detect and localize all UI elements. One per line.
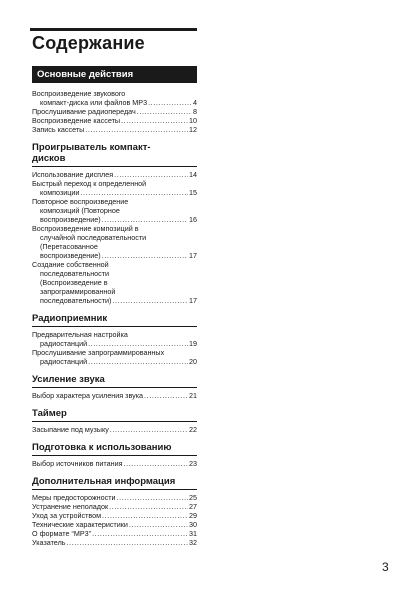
- section-title-line: Проигрыватель компакт-: [32, 142, 151, 153]
- entry-text: Выбор источников питания: [32, 459, 123, 468]
- dot-leader: [102, 511, 188, 520]
- entry-text: (Воспроизведение в: [40, 278, 108, 287]
- table-of-contents: [32, 66, 197, 555]
- section-title: Подготовка к использованию: [32, 442, 197, 456]
- entry-text: Меры предосторожности: [32, 493, 116, 502]
- toc-entry[interactable]: [32, 125, 197, 134]
- section-title: Усиление звука: [32, 374, 197, 388]
- entry-text: Уход за устройством: [32, 511, 102, 520]
- dot-leader: [144, 391, 188, 400]
- entry-text: случайной последовательности: [40, 233, 147, 242]
- toc-entry[interactable]: [32, 260, 197, 305]
- dot-leader: [148, 98, 192, 107]
- entry-text: Воспроизведение композиций в: [32, 224, 139, 233]
- toc-entry[interactable]: [32, 425, 197, 434]
- entry-text: Предварительная настройка: [32, 330, 128, 339]
- entry-text: Воспроизведение звукового: [32, 89, 126, 98]
- dot-leader: [110, 425, 188, 434]
- entry-text: О формате “MP3”: [32, 529, 92, 538]
- toc-entry[interactable]: [32, 511, 197, 520]
- toc-entry[interactable]: [32, 493, 197, 502]
- dot-leader: [102, 215, 188, 224]
- entry-text: воспроизведение): [40, 251, 101, 260]
- entry-text: Прослушивание запрограммированных: [32, 348, 165, 357]
- entry-text: воспроизведение): [40, 215, 101, 224]
- toc-entry[interactable]: [32, 538, 197, 547]
- section-title: Радиоприемник: [32, 313, 197, 327]
- toc-section: [32, 66, 197, 134]
- entry-text: компакт-диска или файлов MP3: [40, 98, 148, 107]
- dot-leader: [109, 502, 188, 511]
- entry-page-number: 10: [189, 116, 197, 125]
- dot-leader: [114, 170, 188, 179]
- entry-page-number: 21: [189, 391, 197, 400]
- toc-section: [32, 374, 197, 400]
- toc-section: [32, 142, 197, 305]
- toc-entry[interactable]: [32, 348, 197, 366]
- entry-text: последовательности): [40, 296, 112, 305]
- dot-leader: [67, 538, 188, 547]
- toc-entry[interactable]: [32, 179, 197, 197]
- entry-page-number: 14: [189, 170, 197, 179]
- entry-text: Указатель: [32, 538, 66, 547]
- toc-entry[interactable]: [32, 459, 197, 468]
- dot-leader: [92, 529, 188, 538]
- entry-text: Повторное воспроизведение: [32, 197, 129, 206]
- entry-page-number: 23: [189, 459, 197, 468]
- entry-text: Создание собственной: [32, 260, 109, 269]
- toc-entry[interactable]: [32, 330, 197, 348]
- entry-text: Засыпание под музыку: [32, 425, 109, 434]
- toc-entry[interactable]: [32, 520, 197, 529]
- entry-page-number: 17: [189, 251, 197, 260]
- toc-entry[interactable]: [32, 89, 197, 107]
- toc-entry[interactable]: [32, 502, 197, 511]
- entry-text: радиостанций: [40, 339, 88, 348]
- dot-leader: [88, 339, 188, 348]
- toc-section: [32, 408, 197, 434]
- toc-section: [32, 442, 197, 468]
- entry-text: Прослушивание радиопередач: [32, 107, 136, 116]
- entry-page-number: 22: [189, 425, 197, 434]
- entry-page-number: 29: [189, 511, 197, 520]
- entry-text: композиции: [40, 188, 80, 197]
- entry-page-number: 25: [189, 493, 197, 502]
- entry-page-number: 12: [189, 125, 197, 134]
- entry-text: композиций (Повторное: [40, 206, 120, 215]
- dot-leader: [85, 125, 188, 134]
- dot-leader: [117, 493, 188, 502]
- toc-entry[interactable]: [32, 197, 197, 224]
- entry-page-number: 20: [189, 357, 197, 366]
- entry-text: Воспроизведение кассеты: [32, 116, 121, 125]
- page-title: Содержание: [32, 33, 145, 53]
- entry-text: Запись кассеты: [32, 125, 85, 134]
- entry-page-number: 15: [189, 188, 197, 197]
- title-rule: [30, 28, 197, 31]
- toc-entry[interactable]: [32, 170, 197, 179]
- section-title: Дополнительная информация: [32, 476, 197, 490]
- entry-page-number: 4: [193, 98, 197, 107]
- dot-leader: [112, 296, 188, 305]
- entry-page-number: 30: [189, 520, 197, 529]
- toc-entry[interactable]: [32, 107, 197, 116]
- dot-leader: [88, 357, 188, 366]
- dot-leader: [129, 520, 188, 529]
- dot-leader: [80, 188, 188, 197]
- entry-text: запрограммированной: [40, 287, 116, 296]
- dot-leader: [137, 107, 192, 116]
- page-number: 3: [382, 560, 389, 574]
- entry-page-number: 17: [189, 296, 197, 305]
- toc-section: [32, 313, 197, 366]
- toc-section: [32, 476, 197, 547]
- entry-page-number: 8: [193, 107, 197, 116]
- entry-page-number: 19: [189, 339, 197, 348]
- section-title-line: дисков: [32, 153, 66, 164]
- toc-entry[interactable]: [32, 224, 197, 260]
- entry-text: Быстрый переход к определенной: [32, 179, 147, 188]
- toc-entry[interactable]: [32, 391, 197, 400]
- dot-leader: [102, 251, 188, 260]
- entry-page-number: 27: [189, 502, 197, 511]
- dot-leader: [124, 459, 189, 468]
- dot-leader: [121, 116, 188, 125]
- entry-text: Устранение неполадок: [32, 502, 109, 511]
- entry-text: радиостанций: [40, 357, 88, 366]
- section-title: Таймер: [32, 408, 197, 422]
- entry-text: Использование дисплея: [32, 170, 114, 179]
- entry-text: (Перетасованное: [40, 242, 98, 251]
- entry-page-number: 32: [189, 538, 197, 547]
- entry-text: Выбор характера усиления звука: [32, 391, 144, 400]
- entry-page-number: 31: [189, 529, 197, 538]
- section-title: Основные действия: [32, 66, 197, 83]
- section-title: [32, 142, 197, 167]
- entry-text: Технические характеристики: [32, 520, 128, 529]
- toc-entry[interactable]: [32, 116, 197, 125]
- entry-text: последовательности: [40, 269, 110, 278]
- toc-entry[interactable]: [32, 529, 197, 538]
- entry-page-number: 16: [189, 215, 197, 224]
